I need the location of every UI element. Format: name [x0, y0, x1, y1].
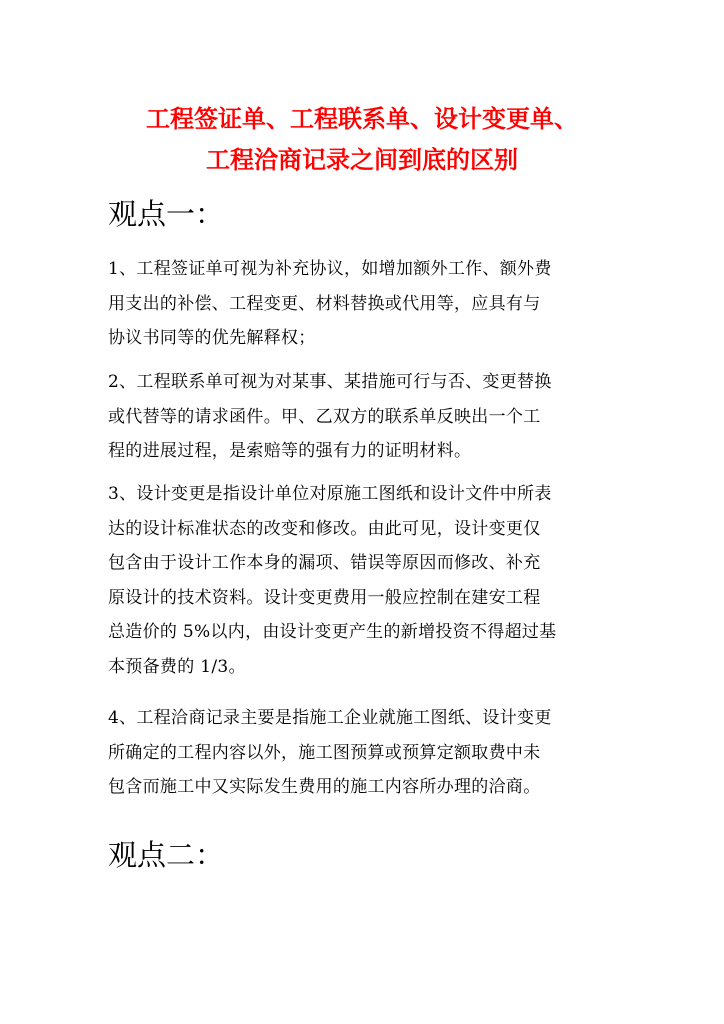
paragraph-line: 包含而施工中又实际发生费用的施工内容所办理的洽商。	[108, 777, 541, 797]
paragraph-line: 1、工程签证单可视为补充协议，如增加额外工作、额外费	[108, 259, 552, 279]
paragraph-line: 3、设计变更是指设计单位对原施工图纸和设计文件中所表	[108, 484, 552, 504]
paragraph-line: 4、工程洽商记录主要是指施工企业就施工图纸、设计变更	[108, 708, 552, 728]
paragraph-line: 本预备费的 1/3。	[108, 656, 246, 677]
paragraph-line: 或代替等的请求函件。甲、乙双方的联系单反映出一个工	[108, 406, 541, 427]
paragraph-line: 程的进展过程，是索赔等的强有力的证明材料。	[108, 441, 472, 461]
paragraph-line: 总造价的 5%以内，由设计变更产生的新增投资不得超过基	[108, 622, 557, 642]
document-title-line-1: 工程签证单、工程联系单、设计变更单、	[146, 105, 578, 133]
paragraph-1	[108, 252, 628, 356]
paragraph-line: 所确定的工程内容以外，施工图预算或预算定额取费中未	[108, 742, 541, 763]
paragraph-line: 2、工程联系单可视为对某事、某措施可行与否、变更替换	[108, 372, 552, 392]
document-title-line-2: 工程洽商记录之间到底的区别	[206, 146, 518, 174]
paragraph-2	[108, 365, 628, 469]
paragraph-4	[108, 701, 628, 805]
paragraph-line: 达的设计标准状态的改变和修改。由此可见，设计变更仅	[108, 518, 541, 539]
paragraph-line: 原设计的技术资料。设计变更费用一般应控制在建安工程	[108, 587, 541, 608]
paragraph-line: 协议书同等的优先解释权；	[108, 328, 316, 348]
paragraph-line: 用支出的补偿、工程变更、材料替换或代用等，应具有与	[108, 293, 541, 314]
section-heading-viewpoint-2: 观点二：	[108, 838, 225, 872]
paragraph-line: 包含由于设计工作本身的漏项、错误等原因而修改、补充	[108, 553, 541, 573]
section-heading-viewpoint-1: 观点一：	[108, 197, 225, 231]
paragraph-3	[108, 477, 628, 684]
